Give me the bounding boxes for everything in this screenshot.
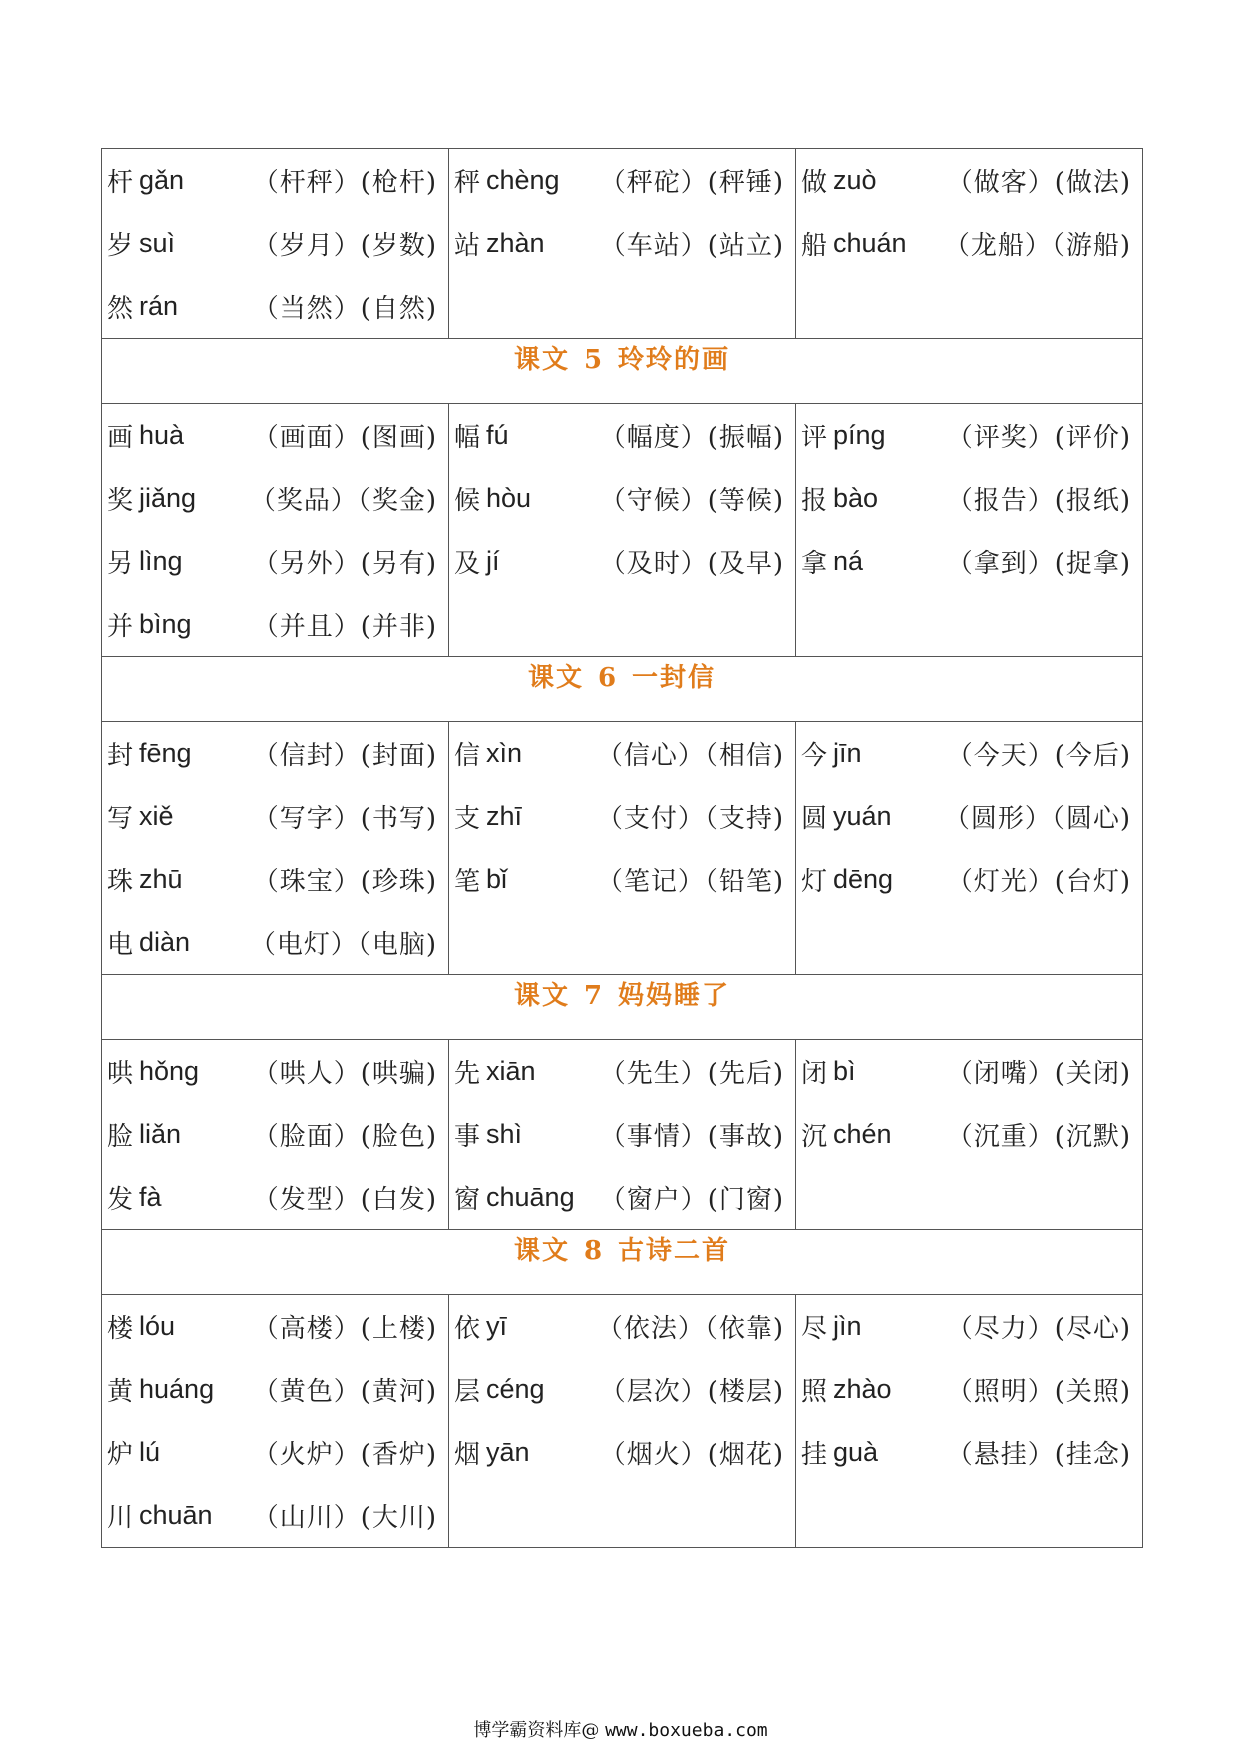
lesson-label: 课文	[513, 1236, 570, 1266]
vocab-words: （先生）(先后)	[599, 1059, 784, 1089]
vocab-entry	[449, 785, 795, 848]
vocab-cell	[796, 722, 1143, 975]
vocab-words: （今天）(今后)	[946, 741, 1131, 771]
vocab-words: （支付）（支持)	[596, 804, 784, 834]
vocab-character: 奖	[107, 486, 134, 516]
vocab-pinyin: fà	[139, 1182, 162, 1212]
vocab-pinyin: chèng	[486, 165, 560, 195]
vocab-entry	[796, 848, 1142, 911]
vocab-row	[102, 404, 1143, 657]
vocab-entry	[102, 1484, 448, 1547]
vocab-entry	[449, 1358, 795, 1421]
vocab-pinyin: suì	[139, 228, 176, 258]
footer-url[interactable]: www.boxueba.com	[605, 1720, 768, 1741]
vocab-pinyin: jí	[486, 546, 500, 576]
vocab-entry	[102, 1166, 448, 1229]
vocab-entry	[449, 1421, 795, 1484]
vocab-character: 脸	[107, 1122, 134, 1152]
vocab-entry	[102, 722, 448, 785]
lesson-number: 6	[597, 663, 619, 693]
vocab-pinyin: diàn	[139, 927, 191, 957]
vocab-words: （并且）(并非)	[252, 612, 437, 642]
lesson-number: 8	[583, 1236, 605, 1266]
vocab-character: 窗	[454, 1185, 481, 1215]
vocab-cell	[102, 1295, 449, 1548]
vocab-words: （信封）(封面)	[252, 741, 437, 771]
vocab-words: （笔记）（铅笔)	[596, 867, 784, 897]
lesson-number: 7	[583, 981, 605, 1011]
vocab-entry	[796, 149, 1142, 212]
vocab-words: （哄人）(哄骗)	[252, 1059, 437, 1089]
vocab-entry	[796, 785, 1142, 848]
vocab-pinyin: lóu	[139, 1311, 176, 1341]
vocab-character: 候	[454, 486, 481, 516]
vocab-words: （秤砣）(秤锤)	[599, 168, 784, 198]
vocab-character: 支	[454, 804, 481, 834]
vocab-words: （写字）(书写)	[252, 804, 437, 834]
vocab-pinyin: bì	[833, 1056, 856, 1086]
vocab-character: 今	[801, 741, 828, 771]
vocab-words: （当然）(自然)	[252, 294, 437, 324]
vocab-entry	[449, 530, 795, 593]
vocab-words: （杆秤）(枪杆)	[252, 168, 437, 198]
vocab-pinyin: huà	[139, 420, 185, 450]
vocab-words: （做客）(做法)	[946, 168, 1131, 198]
vocab-pinyin: chuān	[139, 1500, 213, 1530]
vocab-words: （电灯）（电脑)	[249, 930, 437, 960]
vocab-entry	[796, 722, 1142, 785]
vocab-cell	[102, 149, 449, 339]
vocab-row	[102, 722, 1143, 975]
vocab-pinyin: céng	[486, 1374, 545, 1404]
vocab-words: （及时）(及早)	[599, 549, 784, 579]
lesson-label: 课文	[513, 981, 570, 1011]
vocab-entry	[449, 1295, 795, 1358]
vocab-words: （画面）(图画)	[252, 423, 437, 453]
vocab-cell	[449, 149, 796, 339]
vocab-pinyin: hǒng	[139, 1056, 200, 1086]
vocab-character: 黄	[107, 1377, 134, 1407]
vocab-character: 闭	[801, 1059, 828, 1089]
vocab-entry	[796, 1421, 1142, 1484]
vocab-words: （闭嘴）(关闭)	[946, 1059, 1131, 1089]
vocab-pinyin: píng	[833, 420, 886, 450]
vocab-pinyin: zhī	[486, 801, 523, 831]
vocab-pinyin: fēng	[139, 738, 192, 768]
vocab-pinyin: bǐ	[486, 864, 508, 894]
vocab-pinyin: shì	[486, 1119, 523, 1149]
vocab-words: （事情）(事故)	[599, 1122, 784, 1152]
vocab-words: （评奖）(评价)	[946, 423, 1131, 453]
footer-site-name: 博学霸资料库	[473, 1720, 582, 1741]
vocab-entry	[796, 1358, 1142, 1421]
vocab-words: （脸面）(脸色)	[252, 1122, 437, 1152]
lesson-header	[102, 975, 1143, 1040]
vocab-words: （圆形）（圆心)	[943, 804, 1131, 834]
vocab-entry	[102, 911, 448, 974]
footer-at: @	[581, 1720, 600, 1741]
vocab-entry	[796, 404, 1142, 467]
vocab-entry	[449, 848, 795, 911]
vocab-words: （车站）(站立)	[599, 231, 784, 261]
vocab-cell	[796, 404, 1143, 657]
vocab-words: （守候）(等候)	[599, 486, 784, 516]
vocab-entry	[449, 467, 795, 530]
vocab-pinyin: huáng	[139, 1374, 215, 1404]
vocab-character: 照	[801, 1377, 828, 1407]
vocab-pinyin: xiān	[486, 1056, 536, 1086]
vocab-pinyin: rán	[139, 291, 179, 321]
lesson-name: 一封信	[632, 663, 717, 693]
vocab-cell	[102, 722, 449, 975]
vocab-character: 封	[107, 741, 134, 771]
vocab-words: （沉重）(沉默)	[946, 1122, 1131, 1152]
vocab-words: （灯光）(台灯)	[946, 867, 1131, 897]
vocab-pinyin: liǎn	[139, 1119, 182, 1149]
vocab-character: 珠	[107, 867, 134, 897]
vocab-entry	[449, 1103, 795, 1166]
vocab-cell	[796, 149, 1143, 339]
page-footer	[0, 1716, 1241, 1742]
lesson-label: 课文	[513, 345, 570, 375]
vocab-pinyin: chén	[833, 1119, 892, 1149]
vocab-pinyin: zhū	[139, 864, 183, 894]
vocab-row	[102, 1040, 1143, 1230]
vocab-pinyin: gǎn	[139, 165, 185, 195]
vocab-entry	[796, 212, 1142, 275]
vocab-pinyin: jīn	[833, 738, 862, 768]
vocab-cell	[102, 404, 449, 657]
vocab-pinyin: yuán	[833, 801, 892, 831]
vocab-words: （烟火）(烟花)	[599, 1440, 784, 1470]
vocab-entry	[102, 1295, 448, 1358]
vocab-pinyin: ná	[833, 546, 864, 576]
vocab-character: 报	[801, 486, 828, 516]
vocab-cell	[796, 1295, 1143, 1548]
vocab-pinyin: zuò	[833, 165, 877, 195]
vocab-cell	[449, 1040, 796, 1230]
vocab-entry	[796, 1040, 1142, 1103]
vocab-character: 电	[107, 930, 134, 960]
vocab-pinyin: yān	[486, 1437, 530, 1467]
vocab-entry	[102, 530, 448, 593]
vocab-character: 及	[454, 549, 481, 579]
vocab-words: （珠宝）(珍珠)	[252, 867, 437, 897]
vocab-character: 拿	[801, 549, 828, 579]
vocab-words: （信心）（相信)	[596, 741, 784, 771]
vocab-entry	[102, 1040, 448, 1103]
vocabulary-table	[101, 148, 1143, 1548]
vocab-character: 层	[454, 1377, 481, 1407]
vocab-character: 笔	[454, 867, 481, 897]
vocab-pinyin: fú	[486, 420, 509, 450]
vocab-words: （依法）（依靠)	[596, 1314, 784, 1344]
lesson-header	[102, 339, 1143, 404]
vocab-entry	[102, 1103, 448, 1166]
lesson-header-row	[102, 339, 1143, 404]
lesson-name: 古诗二首	[618, 1236, 731, 1266]
vocab-pinyin: zhào	[833, 1374, 892, 1404]
vocab-entry	[102, 404, 448, 467]
vocab-words: （层次）(楼层)	[599, 1377, 784, 1407]
vocab-character: 依	[454, 1314, 481, 1344]
vocab-entry	[449, 212, 795, 275]
vocab-words: （拿到）(捉拿)	[946, 549, 1131, 579]
vocab-pinyin: chuāng	[486, 1182, 575, 1212]
vocab-words: （奖品）（奖金)	[249, 486, 437, 516]
vocab-pinyin: zhàn	[486, 228, 545, 258]
vocab-pinyin: lú	[139, 1437, 161, 1467]
vocab-words: （尽力）(尽心)	[946, 1314, 1131, 1344]
vocab-character: 沉	[801, 1122, 828, 1152]
vocab-character: 川	[107, 1503, 134, 1533]
vocab-words: （幅度）(振幅)	[599, 423, 784, 453]
vocab-entry	[796, 1103, 1142, 1166]
vocab-character: 岁	[107, 231, 134, 261]
vocab-pinyin: xiě	[139, 801, 174, 831]
vocab-character: 写	[107, 804, 134, 834]
vocab-character: 船	[801, 231, 828, 261]
vocab-entry	[449, 1040, 795, 1103]
vocab-character: 杆	[107, 168, 134, 198]
vocab-entry	[102, 149, 448, 212]
vocab-entry	[796, 530, 1142, 593]
vocab-pinyin: yī	[486, 1311, 508, 1341]
vocab-pinyin: bào	[833, 483, 879, 513]
vocab-entry	[449, 149, 795, 212]
vocab-entry	[102, 593, 448, 656]
vocab-pinyin: xìn	[486, 738, 523, 768]
vocab-pinyin: dēng	[833, 864, 894, 894]
vocab-words: （高楼）(上楼)	[252, 1314, 437, 1344]
vocab-entry	[102, 467, 448, 530]
vocab-character: 评	[801, 423, 828, 453]
vocab-words: （发型）(白发)	[252, 1185, 437, 1215]
lesson-name: 妈妈睡了	[618, 981, 731, 1011]
vocab-cell	[796, 1040, 1143, 1230]
vocab-words: （窗户）(门窗)	[599, 1185, 784, 1215]
lesson-name: 玲玲的画	[618, 345, 731, 375]
vocab-character: 站	[454, 231, 481, 261]
vocab-character: 挂	[801, 1440, 828, 1470]
vocab-character: 做	[801, 168, 828, 198]
vocab-words: （照明）(关照)	[946, 1377, 1131, 1407]
lesson-header-row	[102, 1230, 1143, 1295]
lesson-header-row	[102, 975, 1143, 1040]
vocab-entry	[102, 785, 448, 848]
vocab-pinyin: hòu	[486, 483, 532, 513]
lesson-number: 5	[583, 345, 605, 375]
vocab-cell	[102, 1040, 449, 1230]
lesson-header	[102, 657, 1143, 722]
vocab-character: 发	[107, 1185, 134, 1215]
vocab-character: 楼	[107, 1314, 134, 1344]
vocab-row	[102, 1295, 1143, 1548]
vocab-character: 然	[107, 294, 134, 324]
lesson-header	[102, 1230, 1143, 1295]
vocab-character: 画	[107, 423, 134, 453]
vocab-character: 烟	[454, 1440, 481, 1470]
vocab-words: （岁月）(岁数)	[252, 231, 437, 261]
vocab-entry	[449, 1166, 795, 1229]
vocab-entry	[102, 1421, 448, 1484]
vocab-words: （火炉）(香炉)	[252, 1440, 437, 1470]
vocab-words: （报告）(报纸)	[946, 486, 1131, 516]
vocab-entry	[449, 404, 795, 467]
vocab-character: 幅	[454, 423, 481, 453]
vocab-character: 炉	[107, 1440, 134, 1470]
vocab-words: （另外）(另有)	[252, 549, 437, 579]
lesson-header-row	[102, 657, 1143, 722]
vocab-entry	[796, 467, 1142, 530]
vocab-character: 另	[107, 549, 134, 579]
vocab-pinyin: guà	[833, 1437, 879, 1467]
vocab-entry	[449, 722, 795, 785]
vocab-pinyin: chuán	[833, 228, 907, 258]
lesson-label: 课文	[527, 663, 584, 693]
vocab-character: 先	[454, 1059, 481, 1089]
vocab-pinyin: jiǎng	[139, 483, 197, 513]
vocab-pinyin: jìn	[833, 1311, 862, 1341]
vocab-words: （黄色）(黄河)	[252, 1377, 437, 1407]
vocab-words: （悬挂）(挂念)	[946, 1440, 1131, 1470]
vocab-entry	[102, 848, 448, 911]
vocab-character: 事	[454, 1122, 481, 1152]
vocab-entry	[102, 275, 448, 338]
vocab-character: 哄	[107, 1059, 134, 1089]
vocab-words: （山川）(大川)	[252, 1503, 437, 1533]
vocab-words: （龙船）（游船)	[943, 231, 1131, 261]
vocab-character: 尽	[801, 1314, 828, 1344]
vocab-character: 信	[454, 741, 481, 771]
vocab-row	[102, 149, 1143, 339]
vocab-cell	[449, 404, 796, 657]
vocab-character: 圆	[801, 804, 828, 834]
vocab-character: 灯	[801, 867, 828, 897]
vocab-cell	[449, 1295, 796, 1548]
vocab-character: 并	[107, 612, 134, 642]
vocab-entry	[102, 1358, 448, 1421]
vocab-pinyin: bìng	[139, 609, 192, 639]
vocab-pinyin: lìng	[139, 546, 183, 576]
vocab-cell	[449, 722, 796, 975]
vocab-entry	[796, 1295, 1142, 1358]
vocab-character: 秤	[454, 168, 481, 198]
vocab-entry	[102, 212, 448, 275]
